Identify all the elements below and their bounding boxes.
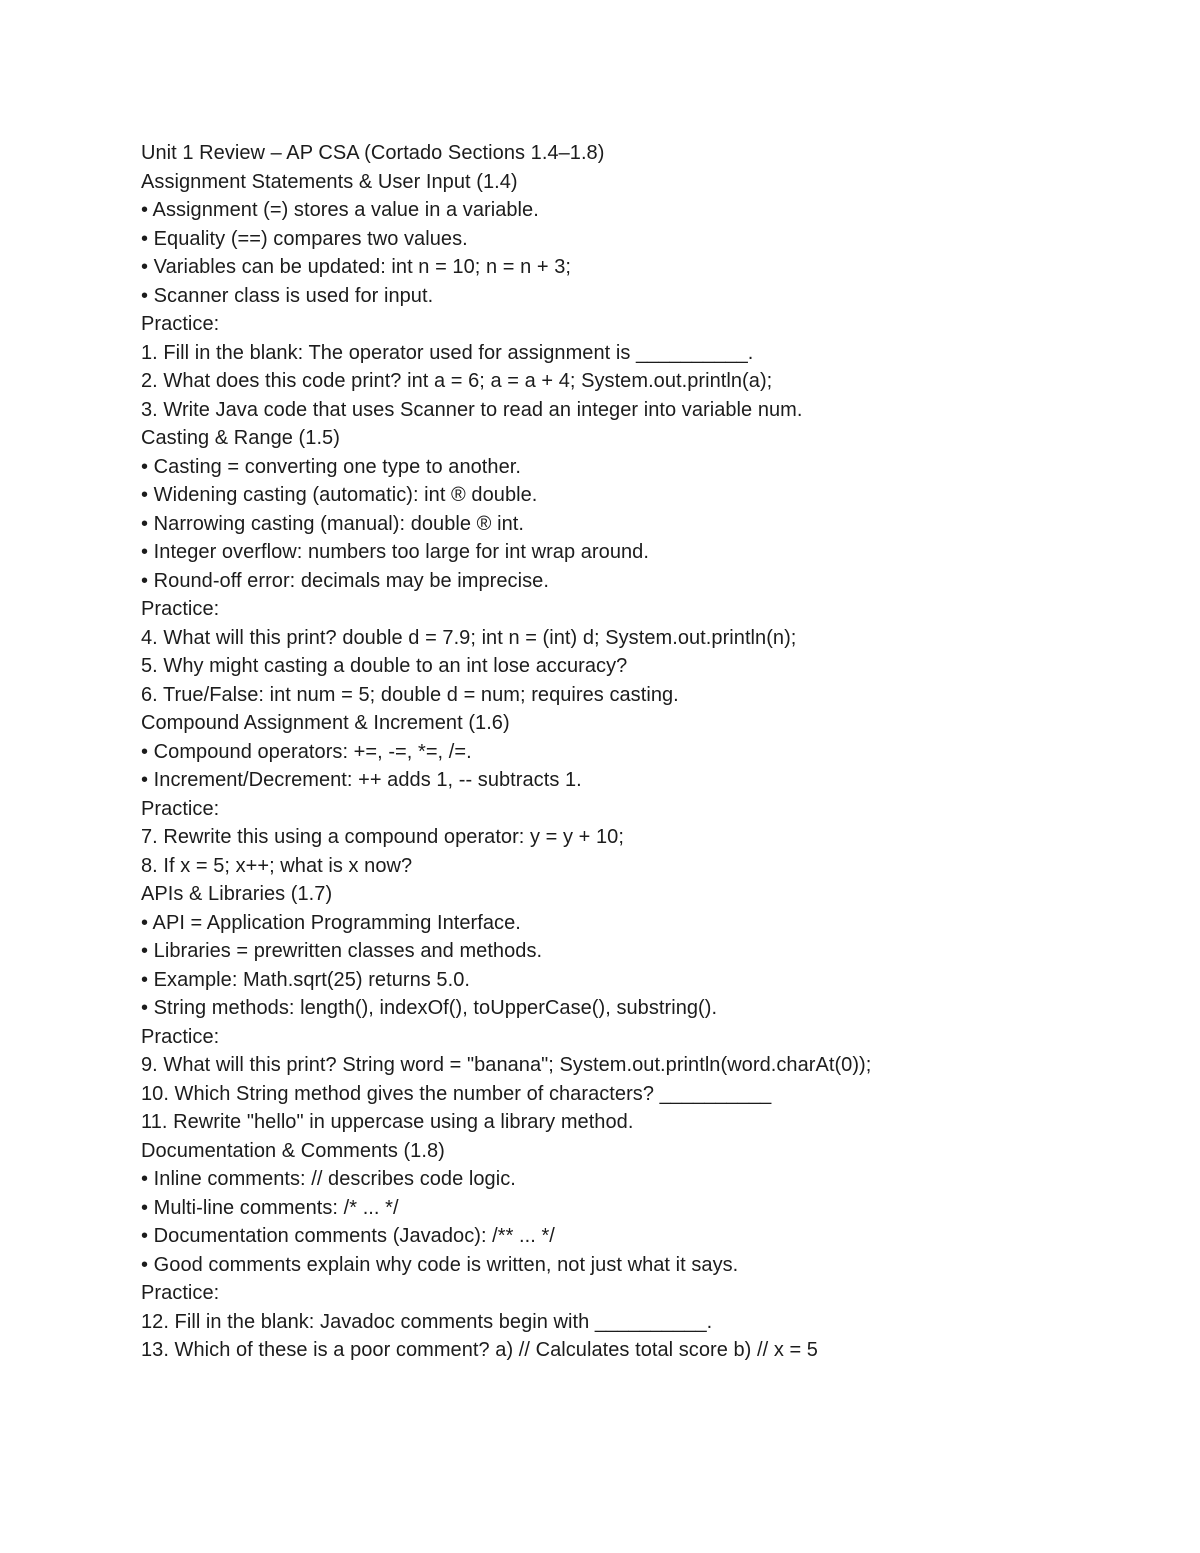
section-heading-documentation: Documentation & Comments (1.8) bbox=[141, 1139, 445, 1162]
practice-question: 11. Rewrite "hello" in uppercase using a library method. bbox=[141, 1111, 634, 1133]
bullet-item: • String methods: length(), indexOf(), toUpperCase(), substring(). bbox=[141, 997, 718, 1019]
practice-question: 4. What will this print? double d = 7.9; int n = (int) d; System.out.println(n); bbox=[141, 626, 797, 649]
bullet-item: • Assignment (=) stores a value in a variable. bbox=[141, 199, 539, 221]
section-heading-compound: Compound Assignment & Increment (1.6) bbox=[141, 712, 510, 734]
practice-question: 7. Rewrite this using a compound operator: y = y + 10; bbox=[141, 826, 624, 848]
bullet-item: • Round-off error: decimals may be imprecise. bbox=[141, 569, 549, 592]
practice-question: 12. Fill in the blank: Javadoc comments begin with __________. bbox=[141, 1310, 713, 1333]
practice-question: 5. Why might casting a double to an int lose accuracy? bbox=[141, 655, 628, 677]
bullet-item: • Equality (==) compares two values. bbox=[141, 227, 468, 250]
document-title: Unit 1 Review – AP CSA (Cortado Sections 1.4–1.8) bbox=[141, 142, 605, 164]
bullet-item: • Good comments explain why code is written, not just what it says. bbox=[141, 1253, 739, 1276]
practice-question: 13. Which of these is a poor comment? a) // Calculates total score b) // x = 5 bbox=[141, 1339, 818, 1361]
practice-question: 2. What does this code print? int a = 6; a = a + 4; System.out.println(a); bbox=[141, 370, 773, 392]
practice-question: 3. Write Java code that uses Scanner to read an integer into variable num. bbox=[141, 398, 803, 421]
practice-question: 1. Fill in the blank: The operator used for assignment is __________. bbox=[141, 341, 754, 364]
bullet-item: • Variables can be updated: int n = 10; n = n + 3; bbox=[141, 256, 571, 278]
bullet-item: • Narrowing casting (manual): double ® int. bbox=[141, 512, 524, 535]
practice-label: Practice: bbox=[141, 313, 220, 335]
practice-label: Practice: bbox=[141, 1282, 220, 1304]
section-heading-casting: Casting & Range (1.5) bbox=[141, 427, 340, 449]
practice-label: Practice: bbox=[141, 598, 220, 620]
section-heading-apis: APIs & Libraries (1.7) bbox=[141, 883, 333, 905]
practice-question: 8. If x = 5; x++; what is x now? bbox=[141, 854, 413, 877]
document-body bbox=[141, 139, 1141, 1365]
practice-question: 10. Which String method gives the number of characters? __________ bbox=[141, 1082, 772, 1105]
bullet-item: • Compound operators: +=, -=, *=, /=. bbox=[141, 740, 472, 763]
bullet-item: • Integer overflow: numbers too large for int wrap around. bbox=[141, 541, 649, 563]
bullet-item: • Increment/Decrement: ++ adds 1, -- subtracts 1. bbox=[141, 769, 582, 791]
bullet-item: • Inline comments: // describes code logic. bbox=[141, 1168, 516, 1190]
practice-question: 9. What will this print? String word = "banana"; System.out.println(word.charAt(0)); bbox=[141, 1054, 872, 1076]
bullet-item: • Casting = converting one type to another. bbox=[141, 455, 521, 478]
bullet-item: • Widening casting (automatic): int ® double. bbox=[141, 484, 538, 506]
bullet-item: • Documentation comments (Javadoc): /** ... */ bbox=[141, 1225, 555, 1247]
bullet-item: • API = Application Programming Interface. bbox=[141, 911, 521, 934]
bullet-item: • Scanner class is used for input. bbox=[141, 284, 434, 307]
bullet-item: • Libraries = prewritten classes and methods. bbox=[141, 940, 543, 962]
bullet-item: • Example: Math.sqrt(25) returns 5.0. bbox=[141, 968, 470, 991]
bullet-item: • Multi-line comments: /* ... */ bbox=[141, 1196, 399, 1219]
practice-question: 6. True/False: int num = 5; double d = num; requires casting. bbox=[141, 683, 679, 706]
section-heading-assignment: Assignment Statements & User Input (1.4) bbox=[141, 170, 518, 193]
practice-label: Practice: bbox=[141, 1025, 220, 1048]
practice-label: Practice: bbox=[141, 797, 220, 820]
